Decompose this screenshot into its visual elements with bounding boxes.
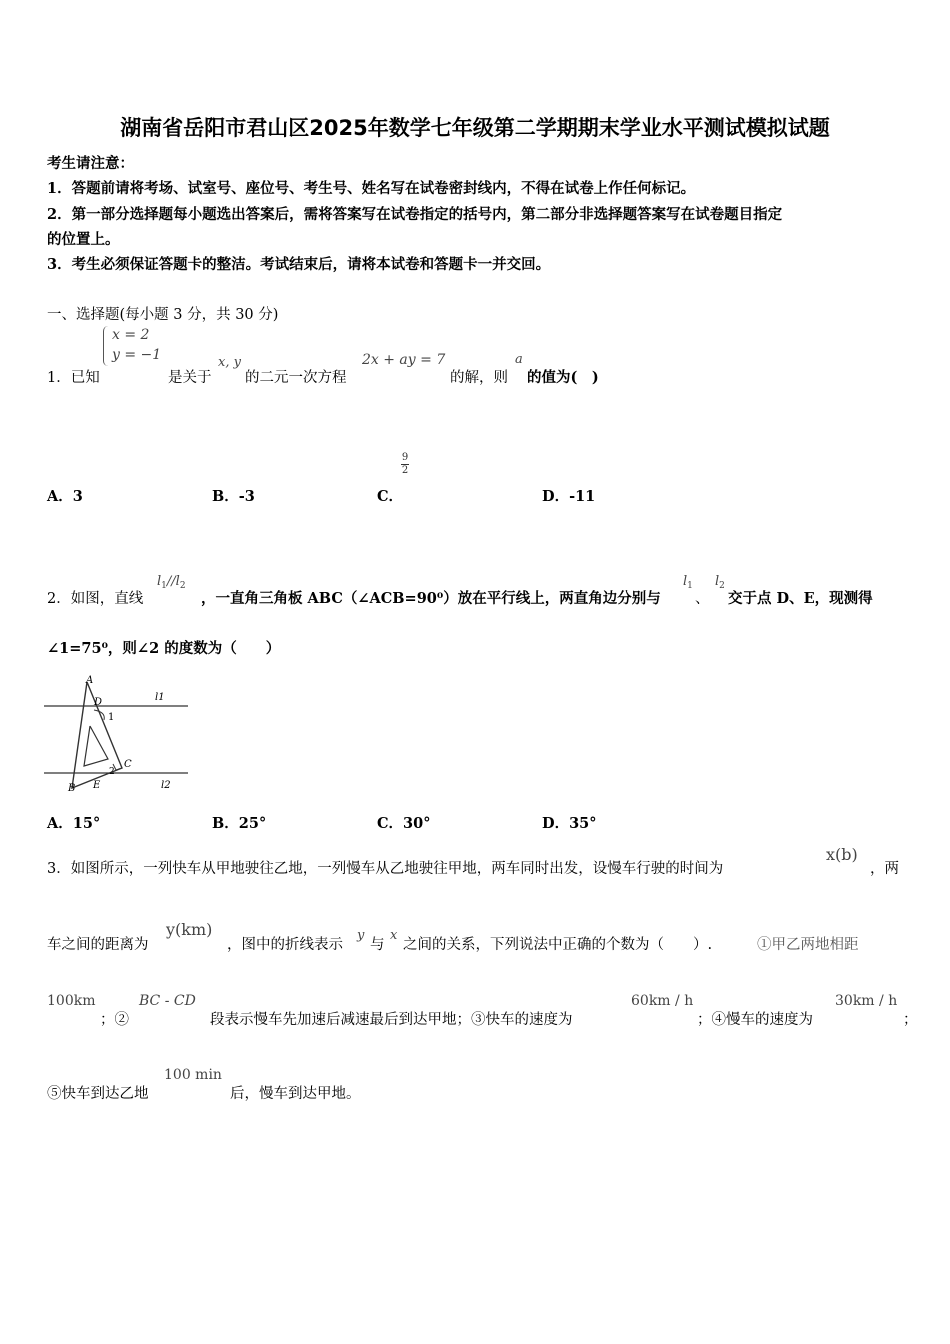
q3-ykm: y(km) bbox=[166, 920, 213, 939]
label-e: E bbox=[93, 780, 101, 791]
q3-number: 3． bbox=[47, 861, 71, 877]
q2-option-d: D．35° bbox=[542, 815, 597, 832]
q3-text-9: ；④慢车的速度为 bbox=[697, 1012, 813, 1028]
angle1-arc bbox=[94, 710, 104, 720]
q2-l1-symbol: $l_1$ bbox=[683, 574, 693, 591]
label-c: C bbox=[124, 759, 132, 770]
notice-item-1: 1．答题前请将考场、试室号、座位号、考生号、姓名写在试卷密封线内，不得在试卷上作任何标记。 bbox=[47, 180, 696, 197]
q2-l2-symbol: $l_2$ bbox=[715, 574, 725, 591]
q2-option-b: B．25° bbox=[212, 815, 267, 832]
fraction-denominator: 2 bbox=[401, 465, 409, 476]
q3-text-7: ；② bbox=[100, 1012, 129, 1028]
q2-text-3: 交于点 D、E，现测得 bbox=[728, 590, 873, 607]
q3-statement-1: ①甲乙两地相距 bbox=[757, 937, 859, 953]
q3-bccd: BC - CD bbox=[139, 993, 196, 1009]
q3-x: x bbox=[390, 928, 398, 943]
section-heading: 一、选择题(每小题 3 分，共 30 分) bbox=[47, 307, 279, 323]
inner-triangle bbox=[84, 726, 108, 766]
brace bbox=[103, 326, 108, 366]
label-2: 2 bbox=[109, 767, 115, 777]
q1-equation: 2x + ay = 7 bbox=[362, 352, 446, 368]
q2-number: 2． bbox=[47, 591, 71, 607]
q3-speed-30: 30km / h bbox=[835, 993, 898, 1009]
q3-text-1: 3．如图所示，一列快车从甲地驶往乙地，一列慢车从乙地驶往甲地，两车同时出发，设慢车行驶的时间为 bbox=[47, 861, 724, 877]
q2-text-2: ，一直角三角板 ABC（∠ACB=90⁰）放在平行线上，两直角边分别与 bbox=[201, 590, 661, 607]
page-title: 湖南省岳阳市君山区2025年数学七年级第二学期期末学业水平测试模拟试题 bbox=[120, 116, 830, 140]
q1-text-4: 的解，则 bbox=[450, 370, 508, 386]
q3-text-10: ； bbox=[903, 1012, 918, 1028]
q3-text-8: 段表示慢车先加速后减速最后到达甲地；③快车的速度为 bbox=[210, 1012, 573, 1028]
q1-text-1: 已知 bbox=[70, 370, 100, 386]
q3-text-5: 与 bbox=[370, 937, 385, 953]
fraction-numerator: 9 bbox=[401, 452, 409, 463]
notice-item-3: 3．考生必须保证答题卡的整洁。考试结束后，请将本试卷和答题卡一并交回。 bbox=[47, 256, 551, 273]
label-1: 1 bbox=[108, 712, 115, 723]
label-l1: l1 bbox=[155, 692, 165, 703]
q2-figure bbox=[44, 672, 192, 794]
q1-vars: x, y bbox=[218, 355, 241, 370]
q1-option-d: D．-11 bbox=[542, 488, 596, 505]
q1-system-line2: y = −1 bbox=[112, 347, 162, 363]
q1-system-line1: x = 2 bbox=[112, 327, 150, 343]
q3-text-4: ，图中的折线表示 bbox=[227, 937, 343, 953]
q2-sep: 、 bbox=[695, 591, 710, 607]
q1-text-5: 的值为( ) bbox=[527, 369, 599, 386]
q3-speed-60: 60km / h bbox=[631, 993, 694, 1009]
q3-text-2: ，两 bbox=[870, 861, 899, 877]
q1-text-2: 是关于 bbox=[168, 370, 212, 386]
q3-text-3: 车之间的距离为 bbox=[47, 937, 149, 953]
q3-y: y bbox=[357, 928, 365, 943]
notice-item-2-cont: 的位置上。 bbox=[47, 231, 120, 248]
q2-text-line2: ∠1=75⁰，则∠2 的度数为（ ） bbox=[47, 640, 281, 657]
q3-text-6: 之间的关系，下列说法中正确的个数为（ ）. bbox=[403, 937, 713, 953]
label-l2: l2 bbox=[161, 780, 171, 791]
q3-text-11: ⑤快车到达乙地 bbox=[47, 1086, 149, 1102]
q1-option-b: B．-3 bbox=[212, 488, 255, 505]
q1-text-3: 的二元一次方程 bbox=[245, 370, 347, 386]
notice-item-2: 2．第一部分选择题每小题选出答案后，需将答案写在试卷指定的括号内，第二部分非选择题答案写在试卷题目指定 bbox=[47, 206, 783, 223]
q1-option-c-fraction bbox=[401, 453, 409, 477]
q1-text bbox=[47, 366, 100, 387]
label-b: B bbox=[68, 783, 76, 794]
q1-a-symbol: a bbox=[515, 352, 523, 367]
notice-heading: 考生请注意： bbox=[47, 155, 134, 172]
q3-distance: 100km bbox=[47, 993, 96, 1009]
q2-option-c: C．30° bbox=[377, 815, 431, 832]
q2-parallel-symbol: $l_1//l_2$ bbox=[157, 574, 186, 591]
q3-xb: x(b) bbox=[826, 845, 858, 864]
q2-option-a: A．15° bbox=[47, 815, 101, 832]
q1-number: 1． bbox=[47, 370, 71, 386]
q1-option-c: C． bbox=[377, 488, 404, 505]
q2-text-1: 2．如图，直线 bbox=[47, 591, 144, 607]
q3-text-12: 后，慢车到达甲地。 bbox=[230, 1086, 361, 1102]
label-d: D bbox=[94, 697, 103, 708]
label-a: A bbox=[86, 675, 94, 686]
q1-option-a: A．3 bbox=[47, 488, 83, 505]
q3-100min: 100 min bbox=[164, 1067, 222, 1083]
